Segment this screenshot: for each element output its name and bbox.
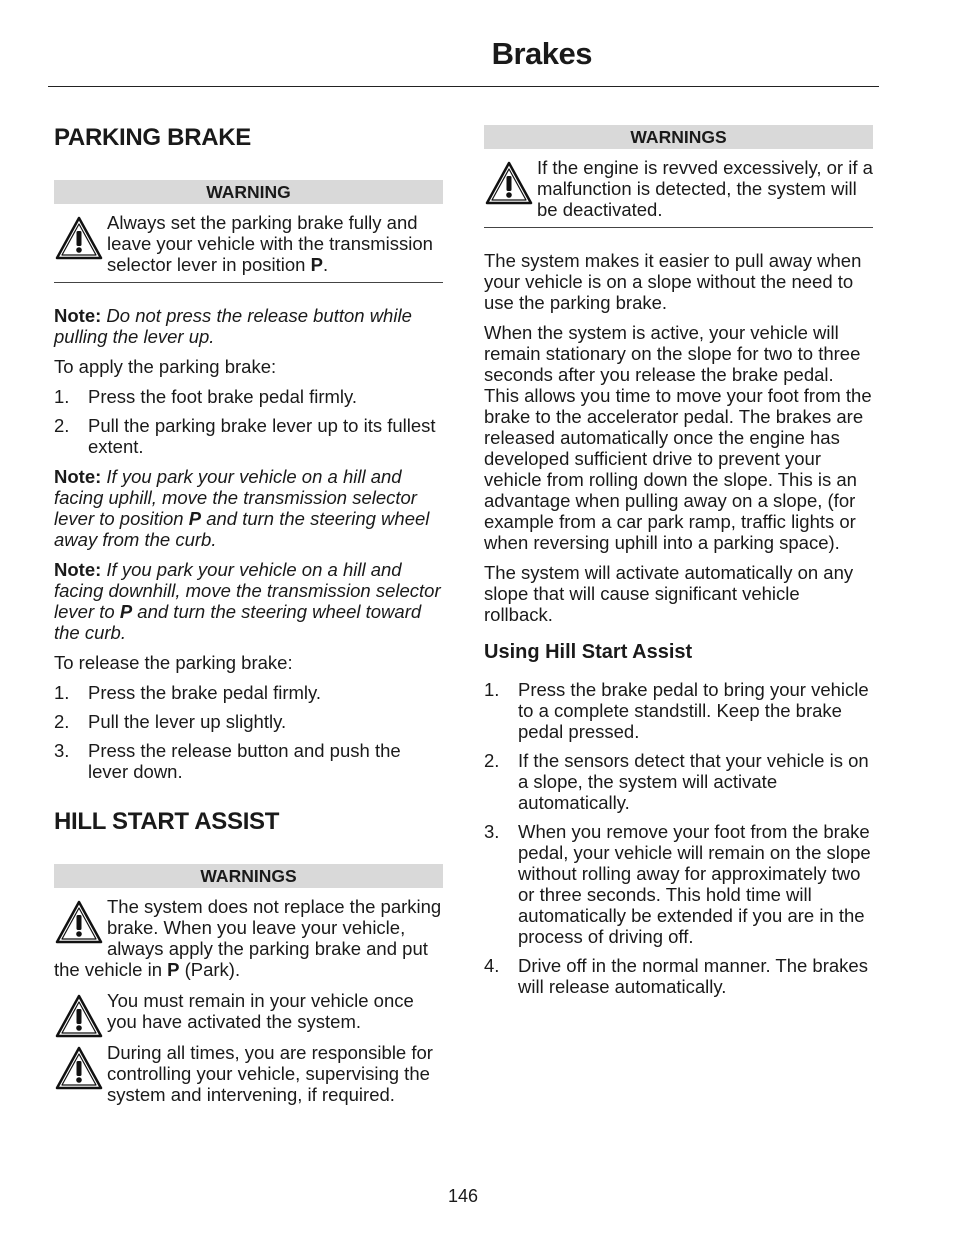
step-number: 1. [54,386,70,407]
warning-text: You must remain in your vehicle once you have activated the system. [107,990,414,1032]
note-uphill [54,466,443,550]
gear-position: P [119,601,133,622]
step-number: 2. [484,750,500,771]
list-item [484,750,873,813]
using-steps-list [484,679,873,997]
warning-item [54,896,443,980]
step-number: 1. [484,679,500,700]
subsection-title-using-hill-start-assist: Using Hill Start Assist [484,641,693,663]
left-column [54,118,443,1134]
list-item [484,679,873,742]
step-number: 3. [484,821,500,842]
step-text: Pull the parking brake lever up to its fullest extent. [88,415,436,457]
warning-text: (Park). [179,959,241,980]
warning-triangle-icon [54,215,104,261]
note-text: Do not press the release button while pulling the lever up. [54,305,412,347]
warning-triangle-icon [54,1045,104,1091]
warning-item [54,212,443,275]
step-text: If the sensors detect that your vehicle is on a slope, the system will activate automatically. [518,750,869,813]
note-label: Note: [54,305,102,326]
note-text: and turn the steering wheel away from the curb. [54,508,430,550]
step-text: When you remove your foot from the brake pedal, your vehicle will remain on the slope without rolling away for approximately two or three seconds. This hold time will automatically be extended if you are in the process of driving off. [518,821,871,947]
step-text: Pull the lever up slightly. [88,711,287,732]
warnings-header: WARNINGS [54,864,443,888]
release-steps-list [54,682,443,782]
step-number: 2. [54,415,70,436]
apply-intro: To apply the parking brake: [54,356,277,377]
step-text: Press the foot brake pedal firmly. [88,386,358,407]
note-text: If you park your vehicle on a hill and facing uphill, move the transmission selector lever to position [54,466,417,529]
release-intro: To release the parking brake: [54,652,293,673]
gear-position: P [167,959,180,980]
note-text: and turn the steering wheel toward the curb. [54,601,422,643]
warning-triangle-icon [54,899,104,945]
gear-position: P [310,254,323,275]
warning-block-parking [54,212,443,283]
right-column [484,125,873,1006]
warning-block-hill [54,896,443,1112]
page-title: Brakes [491,36,592,71]
paragraph: The system will activate automatically on any slope that will cause significant vehicle rollback. [484,562,854,625]
note-text: If you park your vehicle on a hill and facing downhill, move the transmission selector lever to [54,559,441,622]
section-title-hill-start-assist: HILL START ASSIST [54,808,280,835]
warning-item [54,990,443,1032]
warning-triangle-icon [54,993,104,1039]
warning-item [484,157,873,220]
step-text: Press the brake pedal to bring your vehicle to a complete standstill. Keep the brake pedal pressed. [518,679,869,742]
list-item [54,740,443,782]
page-number: 146 [447,1186,479,1206]
warning-text: The system does not replace the parking brake. When you leave your vehicle, always apply the parking brake and put the vehicle in [54,896,442,980]
step-number: 4. [484,955,500,976]
step-text: Press the brake pedal firmly. [88,682,322,703]
warning-text-end: . [322,254,329,275]
list-item [484,955,873,997]
step-number: 3. [54,740,70,761]
note-downhill [54,559,443,643]
warning-text: Always set the parking brake fully and leave your vehicle with the transmission selector lever in position [107,212,433,275]
warning-block-engine [484,157,873,228]
step-number: 2. [54,711,70,732]
warning-header: WARNING [54,180,443,204]
list-item [54,415,443,457]
step-number: 1. [54,682,70,703]
page-header [48,0,879,87]
section-title-parking-brake: PARKING BRAKE [54,124,251,151]
step-text: Press the release button and push the lever down. [88,740,401,782]
warning-text: If the engine is revved excessively, or if a malfunction is detected, the system will be deactivated. [537,157,873,220]
warnings-header: WARNINGS [484,125,873,149]
note-release-button [54,305,443,347]
warning-text: During all times, you are responsible for controlling your vehicle, supervising the system and intervening, if required. [107,1042,433,1105]
note-label: Note: [54,559,102,580]
gear-position: P [188,508,202,529]
paragraph: When the system is active, your vehicle will remain stationary on the slope for two to three seconds after you release the brake pedal. This allows you time to move your foot from the brake to the accelerator pedal. The brakes are released automatically once the engine has developed sufficient drive to prevent your vehicle from rolling down the slope. This is an advantage when pulling away on a slope, (for example from a car park ramp, traffic lights or when reversing uphill into a parking space). [484,322,872,553]
step-text: Drive off in the normal manner. The brakes will release automatically. [518,955,868,997]
apply-steps-list [54,386,443,457]
warning-item [54,1042,443,1105]
list-item [484,821,873,947]
list-item [54,386,443,407]
paragraph: The system makes it easier to pull away when your vehicle is on a slope without the need to use the parking brake. [484,250,862,313]
warning-triangle-icon [484,160,534,206]
list-item [54,711,443,732]
list-item [54,682,443,703]
note-label: Note: [54,466,102,487]
